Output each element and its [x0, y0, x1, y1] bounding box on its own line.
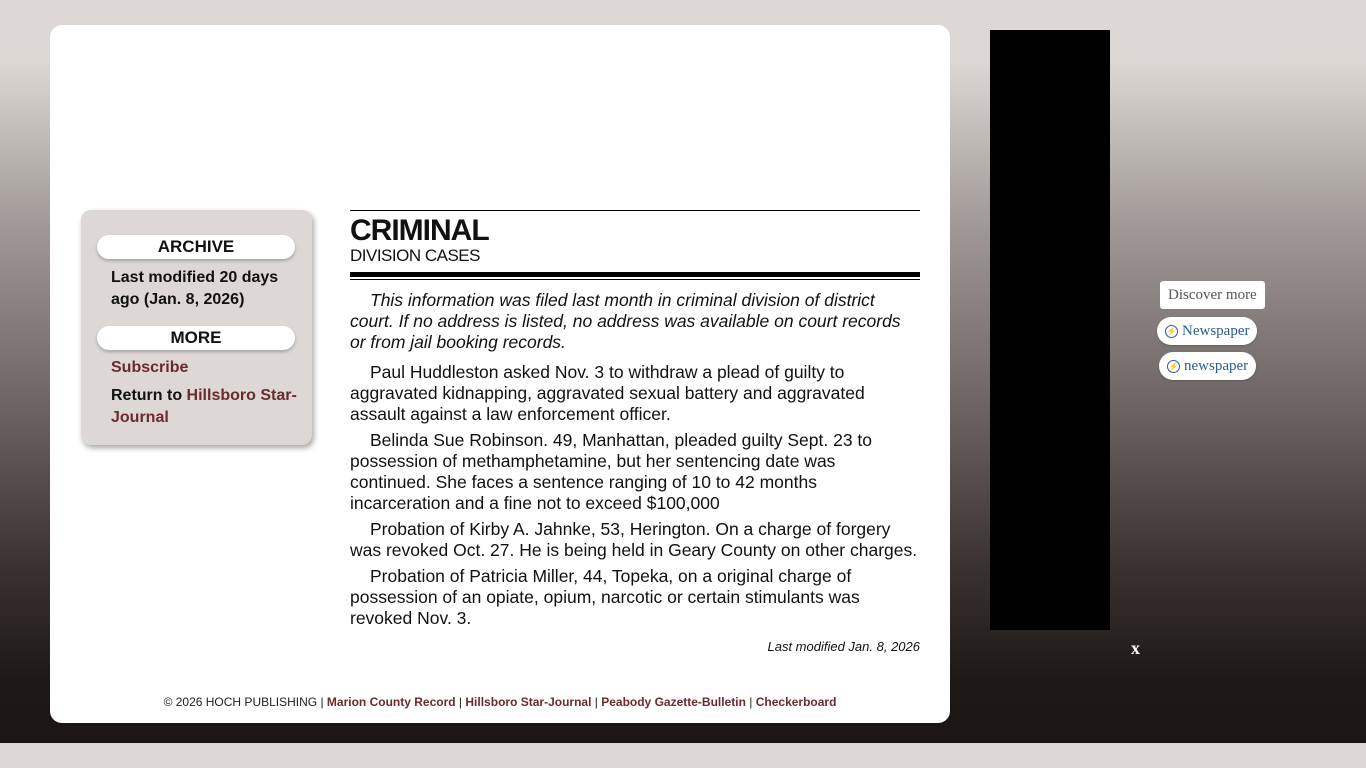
top-rule [350, 210, 920, 211]
thick-rule [350, 272, 920, 277]
sidebar-panel [81, 210, 312, 445]
case-entry: Belinda Sue Robinson. 49, Manhattan, pleaded guilty Sept. 23 to possession of methamphetamine, but her sentencing date was continued. She faces a sentence ranging of 10 to 42 months incarceration and a fine not to exceed $100,000 [350, 430, 873, 513]
footer-link-hillsboro-star-journal[interactable]: Hillsboro Star-Journal [465, 695, 592, 709]
subscribe-link[interactable]: Subscribe [111, 359, 189, 376]
bolt-icon: ⚡ [1166, 327, 1177, 336]
copyright: © 2026 HOCH PUBLISHING [163, 695, 318, 709]
newspaper-chip-button-2[interactable]: ⚡ newspaper [1159, 352, 1256, 380]
article-intro: This information was filed last month in criminal division of district court. If no address is listed, no address was available on court records or from jail booking records. [350, 290, 901, 352]
footer-link-checkerboard[interactable]: Checkerboard [755, 695, 837, 709]
case-entry: Probation of Kirby A. Jahnke, 53, Herington. On a charge of forgery was revoked Oct. 27. He is being held in Geary County on other charges. [350, 519, 918, 560]
article-last-modified: Last modified Jan. 8, 2026 [767, 639, 920, 654]
hillsboro-star-journal-link[interactable]: Hillsboro Star-Journal [111, 387, 297, 426]
article-title: CRIMINAL [350, 214, 489, 247]
footer-link-peabody-gazette-bulletin[interactable]: Peabody Gazette-Bulletin [601, 695, 746, 709]
case-entry: Paul Huddleston asked Nov. 3 to withdraw a plead of guilty to aggravated kidnapping, aggravated sexual battery and aggravated assault against a law enforcement officer. [350, 362, 865, 424]
archive-last-modified: Last modified 20 days ago (Jan. 8, 2026) [111, 269, 279, 308]
archive-heading: ARCHIVE [97, 235, 295, 259]
bolt-icon: ⚡ [1168, 362, 1179, 371]
return-to-text [111, 385, 301, 429]
thin-rule [350, 279, 920, 280]
footer: © 2026 HOCH PUBLISHING | Marion County Record | Hillsboro Star-Journal | Peabody Gazette-Bulletin | Checkerboard [163, 695, 837, 709]
ad-banner[interactable] [990, 30, 1110, 630]
article [350, 210, 920, 654]
article-subtitle: DIVISION CASES [350, 246, 480, 265]
more-heading: MORE [97, 326, 295, 350]
close-ad-button[interactable]: x [1131, 638, 1140, 658]
return-prefix: Return to [111, 387, 187, 404]
discover-more-label: Discover more [1160, 281, 1265, 309]
content-page [50, 25, 950, 723]
case-entry: Probation of Patricia Miller, 44, Topeka, on a original charge of possession of an opiate, opium, narcotic or certain stimulants was revoked Nov. 3. [350, 566, 860, 628]
bottom-strip [0, 743, 1366, 768]
footer-link-marion-county-record[interactable]: Marion County Record [326, 695, 456, 709]
newspaper-chip-button[interactable]: ⚡ Newspaper [1157, 317, 1257, 345]
